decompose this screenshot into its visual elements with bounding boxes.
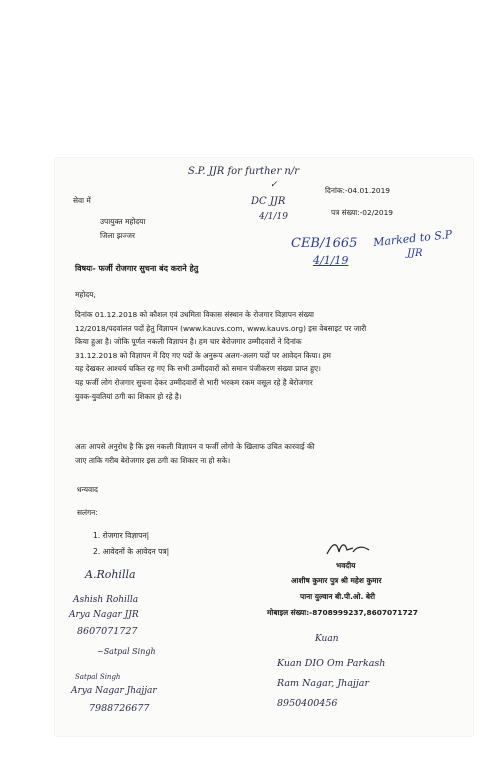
to-title: उपायुक्त महोदया — [100, 217, 146, 226]
salutation: महोदय, — [75, 290, 96, 299]
request-line: जाए ताकि गरीब बेरोजगार इस ठगी का शिकार ना हो सके। — [75, 455, 231, 465]
closing-thanks: धन्यवाद — [77, 485, 98, 494]
signatory-3-name: Kuan DIO Om Parkash — [277, 658, 386, 669]
signatory-1-phone: 8607071727 — [77, 626, 138, 637]
body-line: किया हुआ है। जोकि पूर्णत नकली विज्ञापन है। हम चार बेरोजगार उम्मीदवारों ने दिनांक — [75, 337, 302, 347]
body-line: 31.12.2018 को विज्ञापन में दिए गए पदों के अनुरूप अलग-अलग पदों पर आवेदन किया। हम — [75, 350, 331, 360]
body-line: यह देखकर आश्चर्य चकित रह गए कि सभी उम्मीदवारों को समान पंजीकरण संख्या प्राप्त हुए। — [75, 364, 321, 374]
request-line: अतः आपसे अनुरोध है कि इस नकली विज्ञापन व फर्जी लोगो के खिलाफ उचित कारवाई की — [75, 442, 315, 451]
enclosures-label: सलंगन: — [77, 508, 98, 517]
sender-address: पाना युल्वान बी.पी.ओ. बेरी — [300, 592, 375, 601]
body-paragraph — [75, 308, 413, 403]
signatory-3-signature: Kuan — [315, 634, 339, 644]
signatory-1-name: Ashish Rohilla — [73, 595, 139, 605]
subject-line: विषयः- फर्जी रोजगार सुचना बंद कराने हेतु — [75, 264, 199, 273]
handwritten-ceb: CEB/1665 — [291, 236, 358, 251]
signatory-3-phone: 8950400456 — [277, 698, 338, 709]
handwritten-dc: DC JJR — [251, 196, 286, 207]
handwritten-marked-jjr: JJR — [407, 248, 423, 259]
sender-name: आशीष कुमार पुत्र श्री महेश कुमार — [291, 576, 382, 585]
to-district: जिला झज्जर — [100, 231, 135, 240]
handwritten-tick: ✓ — [270, 180, 278, 190]
signatory-3-place: Ram Nagar, Jhajjar — [277, 678, 370, 689]
sender-signature — [323, 538, 373, 560]
body-line: दिनांक 01.12.2018 को कौशल एवं उधमिता विकास संस्थान के रोजगार विज्ञापन संख्या — [75, 310, 314, 319]
signatory-2-place: Arya Nagar Jhajjar — [71, 686, 157, 696]
to-prefix: सेवा में — [73, 196, 91, 205]
signatory-1-place: Arya Nagar JJR — [69, 610, 139, 620]
signatory-2-name: Satpal Singh — [75, 673, 121, 681]
handwritten-top-note: S.P. JJR for further n/r — [188, 166, 299, 177]
letter-date: दिनांक:-04.01.2019 — [325, 186, 391, 195]
body-line: यह फर्जी लोग रोजगार सुचना देकर उम्मीदवारों से भारी भरकम रकम वसूल रहे है बेरोजगार — [75, 377, 313, 387]
valediction: भवदीय — [336, 561, 356, 570]
signatory-1-signature: A.Rohilla — [85, 568, 136, 581]
letter-number: पत्र संख्या:-02/2019 — [331, 208, 394, 217]
body-line: युवक-युवतियां ठगी का शिकार हो रहे है। — [75, 391, 182, 401]
sender-mobile: मोबाइल संख्या:-8708999237,8607071727 — [267, 608, 418, 617]
handwritten-dc-date: 4/1/19 — [259, 212, 288, 222]
letter-page — [55, 158, 473, 736]
enclosure-item: 2. आवेदनों के आवेदन पत्र| — [93, 547, 170, 556]
body-line: 12/2018/पदवांलत पदों हेतु विज्ञापन (www.kauvs.com, www.kauvs.org) इस वेबसाइट पर जारी — [75, 323, 367, 333]
handwritten-marked: Marked to S.P — [372, 227, 453, 250]
signatory-2-phone: 7988726677 — [89, 703, 150, 714]
enclosure-item: 1. रोजगार विज्ञापन| — [93, 531, 150, 540]
enclosure-list — [93, 528, 169, 560]
signatory-2-signature: ~Satpal Singh — [97, 647, 156, 656]
handwritten-ceb-date: 4/1/19 — [313, 254, 349, 267]
request-paragraph — [75, 440, 413, 467]
